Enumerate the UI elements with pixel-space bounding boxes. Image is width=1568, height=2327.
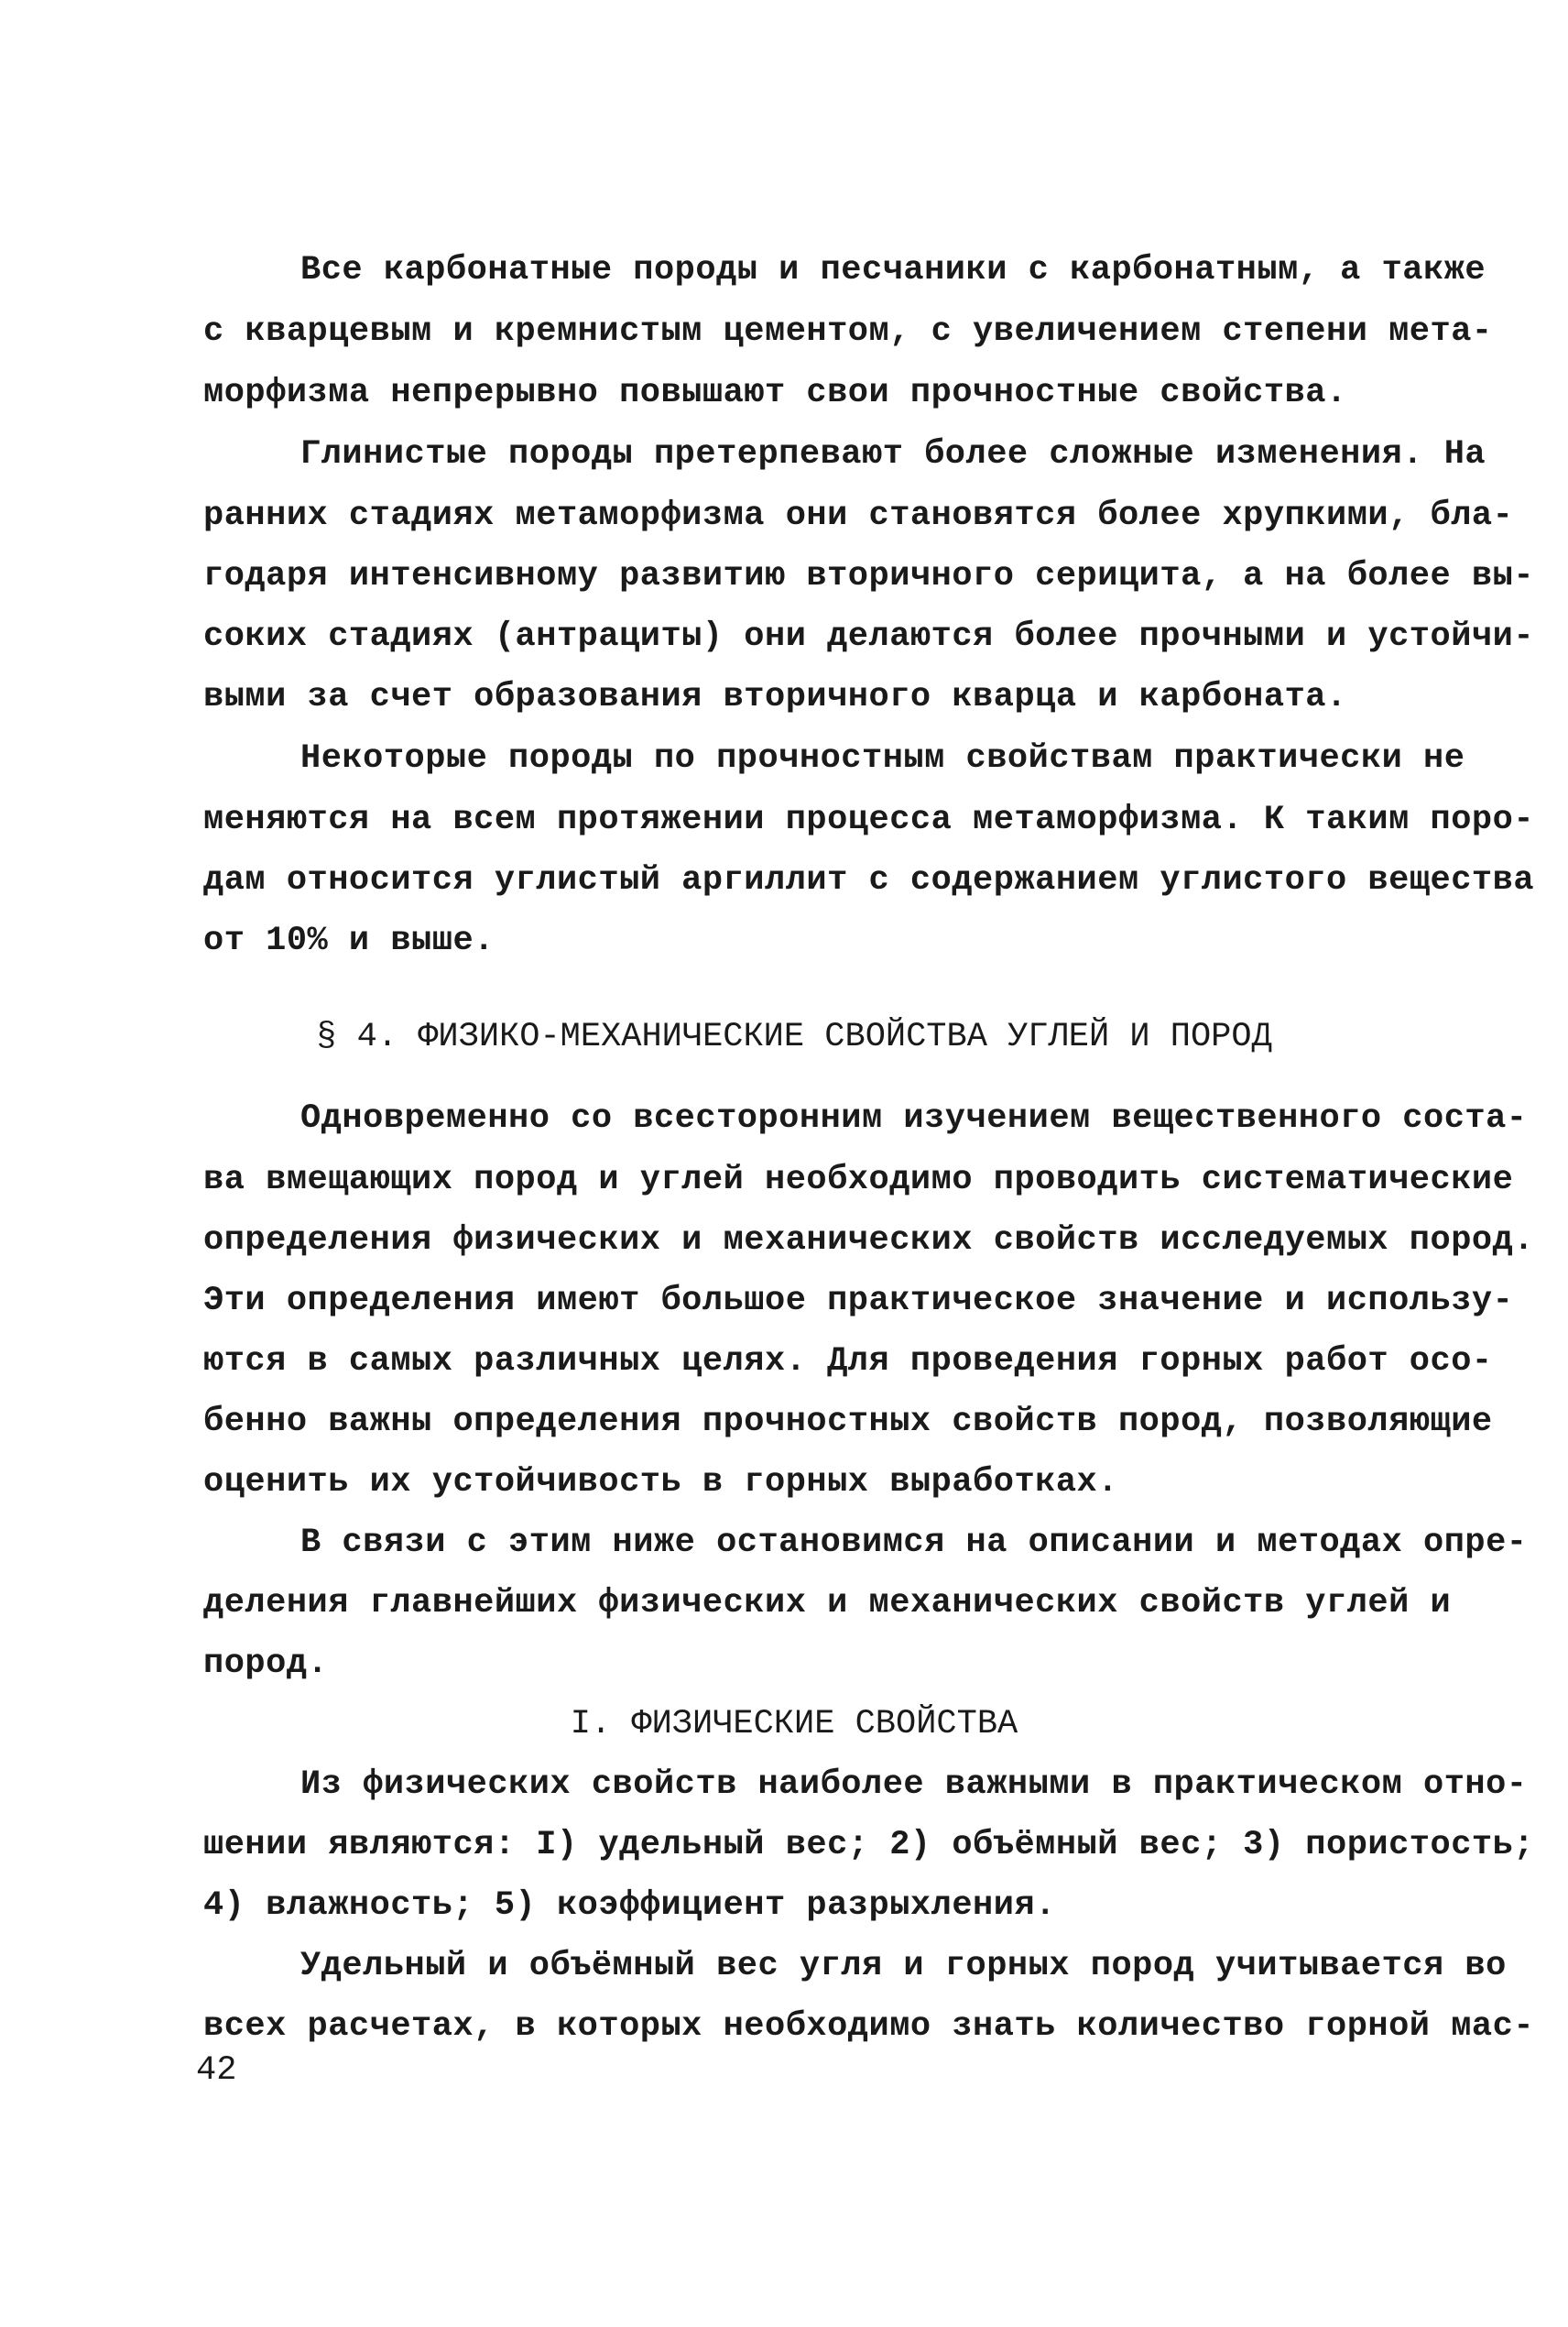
text-line: деления главнейших физических и механических свойств углей и	[203, 1584, 1452, 1622]
text-line: морфизма непрерывно повышают свои прочностные свойства.	[203, 374, 1347, 412]
text-line: выми за счет образования вторичного кварца и карбоната.	[203, 678, 1347, 716]
text-line: меняются на всем протяжении процесса метаморфизма. К таким поро-	[203, 801, 1535, 839]
subsection-heading: I. ФИЗИЧЕСКИЕ СВОЙСТВА	[570, 1705, 1018, 1743]
text-line: Некоторые породы по прочностным свойствам практически не	[300, 739, 1465, 778]
page-number: 42	[196, 2051, 237, 2090]
text-line: Одновременно со всесторонним изучением вещественного соста-	[300, 1099, 1528, 1138]
text-line: Эти определения имеют большое практическое значение и использу-	[203, 1282, 1514, 1320]
text-line: всех расчетах, в которых необходимо знать количество горной мас-	[203, 2007, 1535, 2046]
text-line: шении являются: I) удельный вес; 2) объёмный вес; 3) пористость;	[203, 1826, 1535, 1864]
text-line: Глинистые породы претерпевают более сложные изменения. На	[300, 435, 1486, 474]
text-line: ранних стадиях метаморфизма они становятся более хрупкими, бла-	[203, 497, 1514, 535]
text-line: 4) влажность; 5) коэффициент разрыхления.	[203, 1886, 1056, 1925]
text-line: оценить их устойчивость в горных выработках.	[203, 1463, 1118, 1502]
section-heading: § 4. ФИЗИКО-МЕХАНИЧЕСКИЕ СВОЙСТВА УГЛЕЙ И ПОРОД	[316, 1018, 1272, 1056]
text-line: Все карбонатные породы и песчаники с карбонатным, а также	[300, 251, 1486, 290]
text-line: определения физических и механических свойств исследуемых пород.	[203, 1221, 1535, 1260]
text-line: от 10% и выше.	[203, 922, 495, 960]
text-line: пород.	[203, 1644, 329, 1683]
text-line: ются в самых различных целях. Для проведения горных работ осо-	[203, 1342, 1493, 1381]
text-line: соких стадиях (антрациты) они делаются более прочными и устойчи-	[203, 617, 1535, 656]
text-line: дам относится углистый аргиллит с содержанием углистого вещества	[203, 861, 1535, 900]
text-line: с кварцевым и кремнистым цементом, с увеличением степени мета-	[203, 312, 1493, 351]
text-line: Из физических свойств наиболее важными в практическом отно-	[300, 1765, 1528, 1804]
text-line: ва вмещающих пород и углей необходимо проводить систематические	[203, 1161, 1514, 1199]
text-line: бенно важны определения прочностных свойств пород, позволяющие	[203, 1403, 1493, 1441]
text-line: годаря интенсивному развитию вторичного серицита, а на более вы-	[203, 557, 1535, 595]
text-line: В связи с этим ниже остановимся на описании и методах опре-	[300, 1524, 1528, 1562]
text-line: Удельный и объёмный вес угля и горных пород учитывается во	[300, 1947, 1507, 1985]
